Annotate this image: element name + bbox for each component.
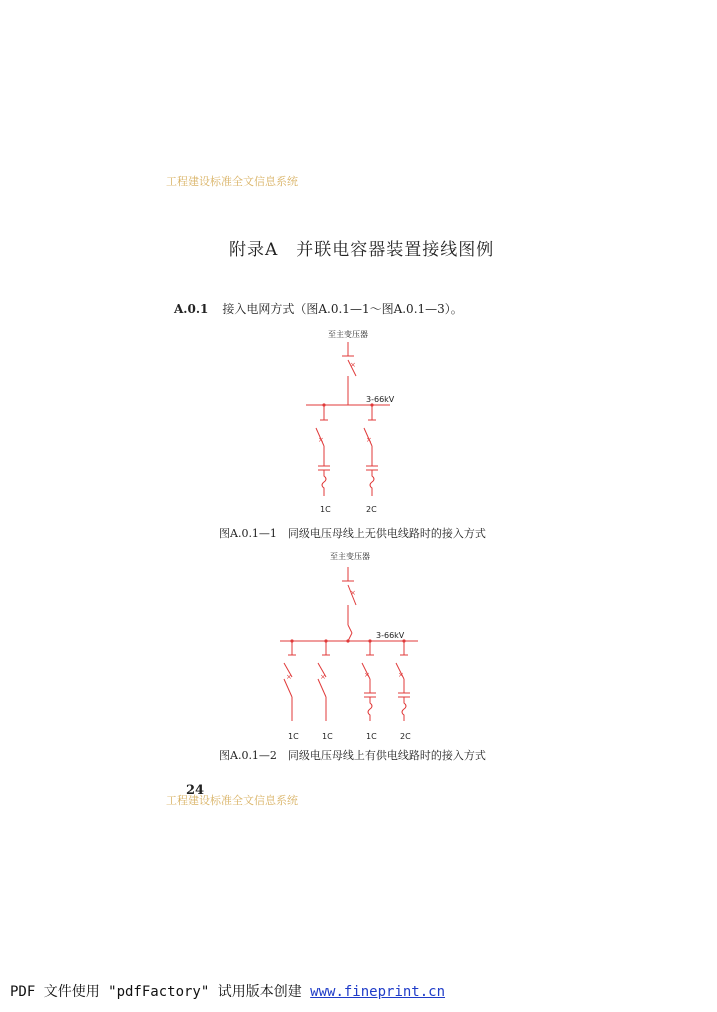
footer-link[interactable]: www.fineprint.cn: [310, 984, 446, 1000]
fig2-bus-label: 3-66kV: [376, 631, 405, 640]
svg-text:×: ×: [350, 361, 356, 369]
fig1-branch-label: 2C: [366, 505, 377, 514]
wiring-diagram-1: [290, 318, 430, 518]
footer-text: PDF 文件使用 "pdfFactory" 试用版本创建: [10, 984, 302, 1000]
watermark-bottom: 工程建设标准全文信息系统: [166, 794, 298, 807]
fig2-source-label: 至主变压器: [330, 552, 370, 561]
svg-text:×: ×: [320, 673, 326, 681]
svg-text:×: ×: [286, 673, 292, 681]
wiring-diagram-2: [270, 545, 440, 745]
svg-text:×: ×: [398, 671, 404, 679]
fig2-branch-label: 1C: [322, 732, 333, 741]
svg-text:×: ×: [318, 436, 324, 444]
figure1-caption: 图A.0.1—1 同级电压母线上无供电线路时的接入方式: [219, 527, 486, 540]
watermark-top: 工程建设标准全文信息系统: [166, 175, 298, 188]
fig2-branch-label: 1C: [366, 732, 377, 741]
clause-text: 接入电网方式（图A.0.1—1～图A.0.1—3）。: [222, 302, 463, 316]
figure2-caption: 图A.0.1—2 同级电压母线上有供电线路时的接入方式: [219, 749, 486, 762]
fig2-branch-label: 1C: [288, 732, 299, 741]
clause-number: A.0.1: [174, 302, 209, 316]
svg-text:×: ×: [366, 436, 372, 444]
svg-text:×: ×: [364, 671, 370, 679]
clause-line: [174, 300, 463, 317]
fig1-source-label: 至主变压器: [328, 330, 368, 339]
page-number: 24: [186, 783, 205, 798]
fig1-bus-label: 3-66kV: [366, 395, 395, 404]
fig2-branch-label: 2C: [400, 732, 411, 741]
pdf-footer: [10, 981, 445, 1001]
fig1-branch-label: 1C: [320, 505, 331, 514]
svg-text:×: ×: [350, 589, 356, 597]
appendix-title: 附录A 并联电容器装置接线图例: [229, 240, 495, 260]
